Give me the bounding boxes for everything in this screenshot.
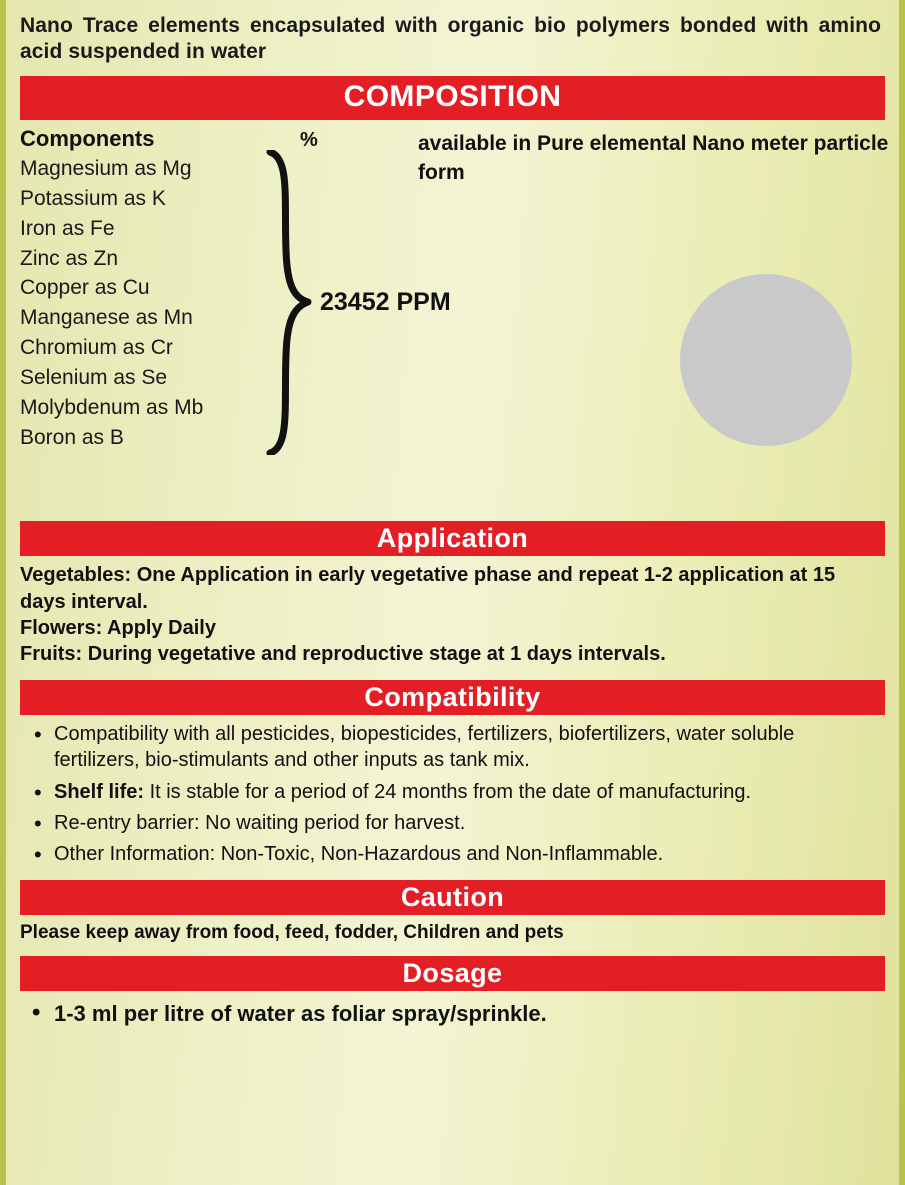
- list-item: Chromium as Cr: [20, 336, 173, 360]
- intro-text: Nano Trace elements encapsulated with organic bio polymers bonded with amino acid suspended in water: [20, 14, 881, 63]
- composition-section: [20, 120, 889, 509]
- list-item: Zinc as Zn: [20, 246, 119, 270]
- list-item: Magnesium as Mg: [20, 157, 192, 181]
- section-header-composition: COMPOSITION: [20, 76, 885, 120]
- dosage-section: [20, 1001, 885, 1027]
- components-list: [20, 154, 280, 452]
- bullet-text: Re-entry barrier: No waiting period for harvest.: [54, 811, 466, 834]
- circle-graphic: [680, 274, 852, 446]
- application-line: Vegetables: One Application in early vegetative phase and repeat 1-2 application at 15 days interval.: [20, 564, 836, 613]
- application-section: [20, 556, 885, 668]
- bullet-text: Other Information: Non-Toxic, Non-Hazardous and Non-Inflammable.: [54, 843, 664, 866]
- list-item: [54, 841, 885, 867]
- total-ppm-value: 23452 PPM: [320, 288, 451, 317]
- list-item: • 1-3 ml per litre of water as foliar spray/sprinkle.: [54, 1001, 885, 1027]
- list-item: Manganese as Mn: [20, 306, 193, 330]
- application-line: Fruits: During vegetative and reproductive stage at 1 days intervals.: [20, 643, 666, 666]
- components-header: Components: [20, 126, 155, 152]
- list-item: Boron as B: [20, 425, 124, 449]
- list-item: Copper as Cu: [20, 276, 150, 300]
- list-item: [54, 721, 885, 774]
- bullet-text: Compatibility with all pesticides, biopesticides, fertilizers, biofertilizers, water soluble fertilizers, bio-stimulants and other inputs as tank mix.: [54, 722, 795, 772]
- list-item: Molybdenum as Mb: [20, 395, 204, 419]
- section-header-dosage: Dosage: [20, 956, 885, 991]
- section-header-application: Application: [20, 521, 885, 556]
- section-header-compatibility: Compatibility: [20, 680, 885, 715]
- list-item: Iron as Fe: [20, 216, 115, 240]
- list-item: Potassium as K: [20, 187, 166, 211]
- bullet-lead: Shelf life:: [54, 780, 145, 803]
- section-header-caution: Caution: [20, 880, 885, 915]
- curly-brace-icon: [264, 150, 314, 455]
- bullet-text: It is stable for a period of 24 months from the date of manufacturing.: [144, 780, 752, 803]
- compatibility-section: [20, 721, 885, 868]
- percent-header: %: [300, 129, 318, 152]
- list-item: Selenium as Se: [20, 365, 168, 389]
- list-item: [54, 810, 885, 836]
- application-line: Flowers: Apply Daily: [20, 617, 216, 639]
- caution-text: Please keep away from food, feed, fodder, Children and pets: [20, 921, 564, 943]
- availability-note: available in Pure elemental Nano meter particle form: [418, 132, 889, 184]
- list-item: [54, 779, 885, 805]
